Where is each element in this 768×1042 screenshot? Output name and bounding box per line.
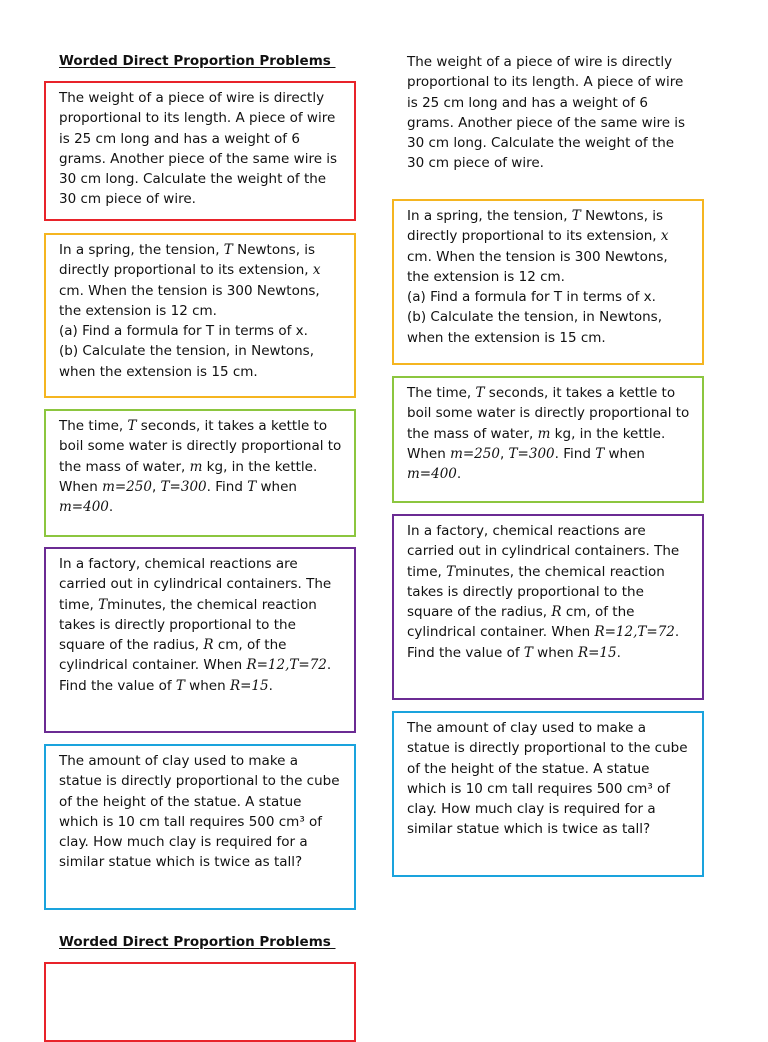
math-variable: R	[551, 604, 562, 621]
math-variable: T	[475, 385, 485, 401]
math-variable: m	[537, 425, 551, 442]
problem-text: .	[616, 644, 621, 661]
problem-text: cm. When the tension is 300 Newtons, the extension is 12 cm.	[59, 282, 320, 319]
math-expression: R=15	[229, 677, 269, 694]
problem-text: Newtons, is directly proportional to its extension,	[59, 242, 316, 279]
problem-card-wire	[44, 81, 356, 221]
math-expression: T=300	[160, 478, 207, 495]
math-variable: T	[595, 445, 605, 462]
problem-card-clay	[44, 744, 356, 910]
problem-card-clay-right	[392, 711, 704, 877]
math-variable: T	[247, 478, 257, 495]
problem-text: kg, in the kettle. When	[59, 458, 318, 495]
problem-part-b: (b) Calculate the tension, in Newtons, when the extension is 15 cm.	[59, 343, 314, 380]
problem-text: .	[268, 677, 273, 694]
math-variable: T	[571, 208, 581, 224]
problem-part-a: (a) Find a formula for T in terms of x.	[407, 289, 656, 306]
problem-text: minutes, the chemical reaction takes is directly proportional to the square of the radius,	[407, 563, 665, 621]
math-expression: R=12,T=72	[246, 657, 327, 674]
problem-card-factory-right	[392, 514, 704, 700]
math-expression: T=300	[508, 445, 555, 462]
math-expression: m=400	[59, 499, 109, 516]
problem-text: . Find the value of	[407, 624, 680, 661]
problem-text: The time,	[59, 418, 128, 434]
problem-text: The amount of clay used to make a statue is directly proportional to the cube of the height of the statue. A statue which is 10 cm tall requires 500 cm³ of clay. How much clay is required for a similar statue which is twice as tall?	[407, 720, 688, 838]
problem-text: The amount of clay used to make a statue is directly proportional to the cube of the height of the statue. A statue which is 10 cm tall requires 500 cm³ of clay. How much clay is required for a similar statue which is twice as tall?	[59, 753, 340, 871]
problem-text: Newtons, is directly proportional to its extension,	[407, 208, 664, 245]
problem-text: The time,	[407, 385, 476, 401]
problem-text: . Find	[206, 478, 248, 495]
math-variable: x	[312, 262, 321, 279]
math-variable: T	[175, 677, 185, 694]
math-variable: T	[223, 242, 233, 258]
problem-plain-wire	[407, 52, 692, 174]
problem-text: In a spring, the tension,	[59, 242, 224, 258]
math-expression: m=250	[450, 445, 500, 462]
problem-text: ,	[499, 445, 509, 462]
problem-text: seconds, it takes a kettle to boil some water is directly proportional to the mass of water,	[59, 418, 342, 475]
math-variable: T	[523, 644, 533, 661]
problem-part-a: (a) Find a formula for T in terms of x.	[59, 323, 308, 340]
math-expression: m=250	[102, 478, 152, 495]
problem-card-kettle-right	[392, 376, 704, 503]
problem-text: . Find the value of	[59, 657, 332, 694]
math-expression: m=400	[407, 466, 457, 483]
problem-text: In a factory, chemical reactions are carried out in cylindrical containers. The time,	[407, 523, 680, 580]
math-variable: x	[660, 228, 669, 245]
problem-card-spring	[44, 233, 356, 398]
math-variable: T	[127, 418, 137, 434]
problem-part-b: (b) Calculate the tension, in Newtons, when the extension is 15 cm.	[407, 309, 662, 346]
problem-text: ,	[151, 478, 161, 495]
problem-text: .	[456, 466, 462, 483]
problem-text: In a spring, the tension,	[407, 208, 572, 224]
problem-text: . Find	[554, 445, 596, 462]
problem-text: seconds, it takes a kettle to boil some water is directly proportional to the mass of water,	[407, 385, 690, 442]
math-variable: R	[203, 637, 214, 654]
problem-text: when	[532, 644, 578, 661]
math-variable: T	[98, 596, 108, 613]
problem-card-empty	[44, 962, 356, 1042]
worksheet-heading: Worded Direct Proportion Problems	[59, 53, 336, 69]
problem-text: The weight of a piece of wire is directly proportional to its length. A piece of wire is 25 cm long and has a weight of 6 grams. Another piece of the same wire is 30 cm long. Calculate the weight of the 30 cm piece of wire.	[407, 54, 686, 172]
worksheet-heading-repeat: Worded Direct Proportion Problems	[59, 934, 336, 950]
problem-text: when	[604, 445, 645, 462]
problem-card-factory	[44, 547, 356, 733]
problem-text: when	[256, 478, 297, 495]
math-variable: T	[446, 563, 456, 580]
problem-text: kg, in the kettle. When	[407, 425, 666, 462]
math-expression: R=12,T=72	[594, 624, 675, 641]
problem-card-spring-right	[392, 199, 704, 365]
problem-text: In a factory, chemical reactions are carried out in cylindrical containers. The time,	[59, 556, 332, 613]
problem-text: .	[108, 499, 114, 516]
math-expression: R=15	[577, 644, 617, 661]
problem-card-kettle	[44, 409, 356, 537]
math-variable: m	[189, 458, 203, 475]
problem-text: cm, of the cylindrical container. When	[59, 637, 287, 674]
problem-text: The weight of a piece of wire is directly proportional to its length. A piece of wire is 25 cm long and has a weight of 6 grams. Another piece of the same wire is 30 cm long. Calculate the weight of the 30 cm piece of wire.	[59, 90, 338, 208]
problem-text: minutes, the chemical reaction takes is directly proportional to the square of the radius,	[59, 596, 317, 654]
problem-text: cm. When the tension is 300 Newtons, the extension is 12 cm.	[407, 248, 668, 285]
problem-text: when	[184, 677, 230, 694]
problem-text: cm, of the cylindrical container. When	[407, 604, 635, 641]
